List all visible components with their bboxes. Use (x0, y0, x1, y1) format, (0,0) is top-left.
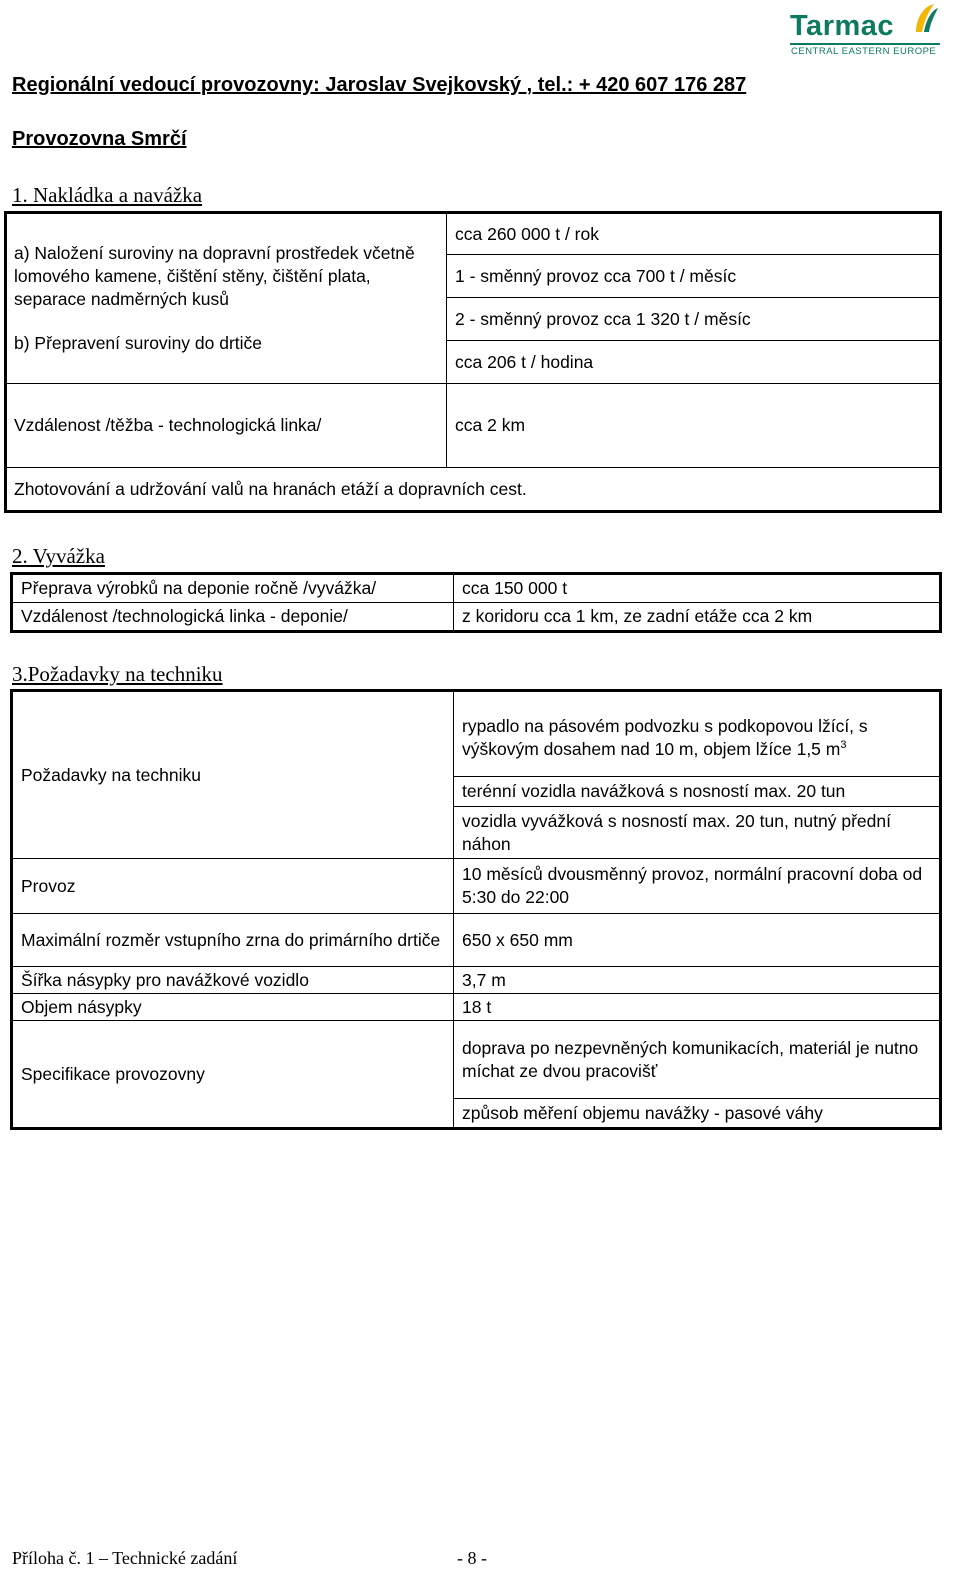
site-spec-label: Specifikace provozovny (12, 1021, 454, 1129)
loading-item-a: a) Naložení suroviny na dopravní prostředek včetně lomového kamene, čištění stěny, čištění plata, separace nadměrných kusů (14, 243, 415, 309)
excavator-spec (454, 691, 941, 777)
hourly-volume: cca 206 t / hodina (447, 341, 941, 384)
haulage-distance-label: Vzdálenost /technologická linka - deponie/ (12, 603, 454, 632)
hopper-volume-value: 18 t (454, 994, 941, 1021)
haulage-label: Přeprava výrobků na deponie ročně /vyvážka/ (12, 574, 454, 603)
site-spec-measurement: způsob měření objemu navážky - pasové váhy (454, 1099, 941, 1129)
grain-size-value: 650 x 650 mm (454, 914, 941, 967)
excavator-text: rypadlo na pásovém podvozku s podkopovou lžící, s výškovým dosahem nad 10 m, objem lžíce 1,5 m (462, 716, 868, 759)
equipment-table (10, 689, 942, 1130)
haulage-distance-value: z koridoru cca 1 km, ze zadní etáže cca 2 km (454, 603, 941, 632)
footer-attachment: Příloha č. 1 – Technické zadání (12, 1548, 238, 1568)
operation-label: Provoz (12, 859, 454, 914)
grain-size-label: Maximální rozměr vstupního zrna do primárního drtiče (12, 914, 454, 967)
logo-rule (790, 43, 940, 45)
site-name: Provozovna Smrčí (12, 128, 187, 150)
loading-description-cell (6, 213, 447, 384)
logo-wordmark: Tarmac (790, 10, 895, 42)
requirements-label: Požadavky na techniku (12, 691, 454, 859)
hopper-width-label: Šířka násypky pro navážkové vozidlo (12, 967, 454, 994)
leaf-icon (910, 2, 940, 36)
haulage-table (10, 572, 942, 633)
regional-manager-line: Regionální vedoucí provozovny: Jaroslav Svejkovský , tel.: + 420 607 176 287 (12, 74, 747, 96)
embankment-note: Zhotovování a udržování valů na hranách etáží a dopravních cest. (6, 468, 941, 512)
two-shift-volume: 2 - směnný provoz cca 1 320 t / měsíc (447, 298, 941, 341)
loader-spec: terénní vozidla navážková s nosností max. 20 tun (454, 777, 941, 807)
operation-value: 10 měsíců dvousměnný provoz, normální pracovní doba od 5:30 do 22:00 (454, 859, 941, 914)
site-spec-transport: doprava po nezpevněných komunikacích, materiál je nutno míchat ze dvou pracovišť (454, 1021, 941, 1099)
hauler-spec: vozidla vyvážková s nosností max. 20 tun, nutný přední náhon (454, 807, 941, 859)
distance-value: cca 2 km (447, 384, 941, 468)
loading-item-b: b) Přepravení suroviny do drtiče (14, 333, 263, 353)
section-3-title: 3.Požadavky na techniku (12, 662, 223, 686)
distance-label: Vzdálenost /těžba - technologická linka/ (6, 384, 447, 468)
haulage-value: cca 150 000 t (454, 574, 941, 603)
tarmac-logo (790, 2, 950, 58)
section-2-title: 2. Vyvážka (12, 544, 105, 568)
annual-volume: cca 260 000 t / rok (447, 213, 941, 255)
one-shift-volume: 1 - směnný provoz cca 700 t / měsíc (447, 255, 941, 298)
loading-table (4, 211, 942, 513)
logo-tagline: CENTRAL EASTERN EUROPE (791, 46, 937, 57)
section-1-title: 1. Nakládka a navážka (12, 183, 203, 207)
excavator-unit-sup: 3 (840, 739, 847, 752)
hopper-width-value: 3,7 m (454, 967, 941, 994)
page-number: - 8 - (457, 1548, 487, 1568)
hopper-volume-label: Objem násypky (12, 994, 454, 1021)
